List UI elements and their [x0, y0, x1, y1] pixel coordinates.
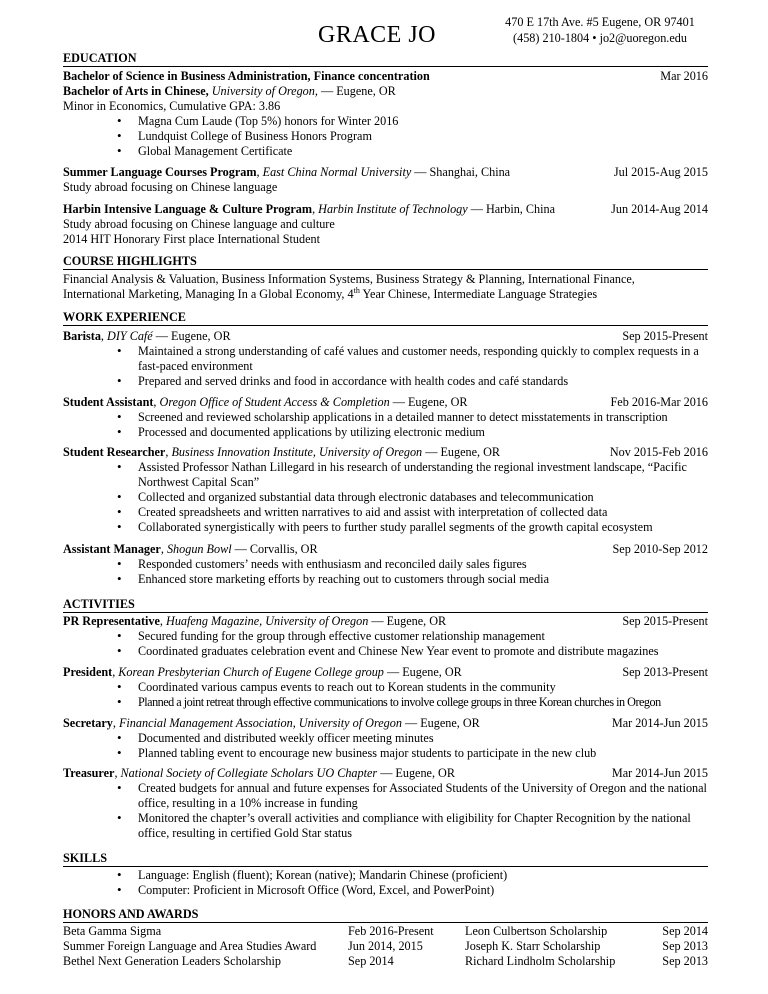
minor-gpa: Minor in Economics, Cumulative GPA: 3.86 — [63, 99, 281, 113]
work-entry: Barista, DIY Café — Eugene, OR Sep 2015-Present — [63, 329, 708, 343]
education-entry-uo-line1 — [63, 69, 708, 84]
education-desc: 2014 HIT Honorary First place International Student — [63, 232, 321, 246]
activity-entry: Treasurer, National Society of Collegiate Scholars UO Chapter — Eugene, OR Mar 2014-Jun 2015 — [63, 766, 708, 780]
education-entry-uo-line2 — [63, 84, 708, 99]
school-name: University of Oregon, — [211, 84, 318, 98]
section-heading-courses: COURSE HIGHLIGHTS — [63, 254, 708, 270]
education-desc: Study abroad focusing on Chinese language and culture — [63, 217, 335, 231]
degree-ba: Bachelor of Arts in Chinese, — [63, 84, 209, 98]
course-list-line1: Financial Analysis & Valuation, Business Information Systems, Business Strategy & Planning, International Finance, — [63, 272, 635, 286]
course-list-line2: International Marketing, Managing In a Global Economy, 4th Year Chinese, Intermediate Language Strategies — [63, 285, 598, 301]
honor-date: Feb 2016-Present — [348, 924, 434, 938]
section-heading-activities: ACTIVITIES — [63, 597, 708, 613]
resume-page: GRACE JO 470 E 17th Ave. #5 Eugene, OR 97401 (458) 210-1804 • jo2@uoregon.edu EDUCATION Bachelor of Science in Business Administration, Finance concentration Mar 2016 Bachelor of Arts in Chinese, University of Oregon, — Eugene, OR Minor in Economics, Cumulative GPA: 3.86 • Magna Cum Laude (Top 5%) honors for Winter 2016 • Lundquist College of Business Honors Program • Global Management Certificate Summer Language Courses Program, East China Normal University — Shanghai, China Jul 2015-Aug 2015 Study abroad focusing on Chinese language Harbin Intensive Language & Culture Program, Harbin Institute of Technology — Harbin, China Jun 2014-Aug 2014 Study abroad focusing on Chinese language and culture 2014 HIT Honorary First place International Student COURSE HIGHLIGHTS Financial Analysis & Valuation, Business Information Systems, Business Strategy & Planning, International Finance, International Marketing, Managing In a Global Economy, 4th Year Chinese, Intermediate Language Strategies WORK EXPERIENCE Barista, DIY Café — Eugene, OR Sep 2015-Present • Maintained a strong understanding of café values and customer needs, responding quickly to complex requests in a fast-paced environment • Prepared and served drinks and food in accordance with health codes and café standards Student Assistant, Oregon Office of Student Access & Completion — Eugene, OR Feb 2016-Mar 2016 • Screened and reviewed scholarship applications in a detailed manner to detect misstatements in transcription • Processed and documented applications by utilizing electronic medium Student Researcher, Business Innovation Institute, University of Oregon — Eugene, OR Nov 2015-Feb 2016 • Assisted Professor Nathan Lillegard in his research of understanding the regional investment landscape, “Pacific Northwest Capital Scan” • Collected and organized substantial data through electronic databases and telecommunication • Created spreadsheets and written narratives to aid and assist with interpretation of collected data • Collaborated synergistically with peers to further study parallel segments of the growth capital ecosystem Assistant Manager, Shogun Bowl — Corvallis, OR Sep 2010-Sep 2012 • Responded customers’ needs with enthusiasm and reconciled daily sales figures • Enhanced store marketing efforts by reaching out to customers through social media ACTIVITIES PR Representative, Huafeng Magazine, University of Oregon — Eugene, OR Sep 2015-Present • Secured funding for the group through effective customer relationship management • Coordinated graduates celebration event and Chinese New Year event to promote and distribute magazines President, Korean Presbyterian Church of Eugene College group — Eugene, OR Sep 2013-Present • Coordinated various campus events to reach out to Korean students in the community • Planned a joint retreat through effective communications to involve college groups in three Korean churches in Oregon Secretary, Financial Management Association, University of Oregon — Eugene, OR Mar 2014-Jun 2015 • Documented and distributed weekly officer meeting minutes • Planned tabling event to encourage new business major students to participate in the new club Treasurer, National Society of Collegiate Scholars UO Chapter — Eugene, OR Mar 2014-Jun 2015 • Created budgets for annual and future expenses for Associated Students of the University of Oregon and the national office, resulting in a 10% increase in funding • Monitored the chapter’s overall activities and compliance with eligibility for Chapter Recognition by the national office, resulting in certified Gold Star status SKILLS • Language: English (fluent); Korean (native); Mandarin Chinese (proficient) • Computer: Proficient in Microsoft Office (Word, Excel, and PowerPoint) HONORS AND AWARDS Beta Gamma Sigma Feb 2016-Present Leon Culbertson Scholarship Sep 2014 Summer Foreign Language and Area Studies Award Jun 2014, 2015 Joseph K. Starr Scholarship Sep 2013 Bethel Next Generation Leaders Scholarship Sep 2014 Richard Lindholm Scholarship Sep 2013 — [63, 15, 708, 968]
education-entry-hit: Harbin Intensive Language & Culture Program, Harbin Institute of Technology — Harbin, China Jun 2014-Aug 2014 — [63, 202, 708, 216]
section-heading-work: WORK EXPERIENCE — [63, 310, 708, 326]
honor-date: Sep 2014 — [348, 954, 394, 968]
honor-date: Sep 2013 — [662, 954, 708, 968]
degree-bs: Bachelor of Science in Business Administration, Finance concentration — [63, 69, 430, 83]
honor-name: Bethel Next Generation Leaders Scholarship — [63, 954, 281, 968]
honor-date: Jun 2014, 2015 — [348, 939, 423, 953]
contact-block — [490, 14, 710, 46]
activity-entry: Secretary, Financial Management Association, University of Oregon — Eugene, OR Mar 2014-Jun 2015 — [63, 716, 708, 730]
activity-entry: PR Representative, Huafeng Magazine, University of Oregon — Eugene, OR Sep 2015-Present — [63, 614, 708, 628]
address: 470 E 17th Ave. #5 Eugene, OR 97401 — [505, 15, 695, 29]
school-location: — Eugene, OR — [320, 84, 396, 98]
work-entry: Assistant Manager, Shogun Bowl — Corvallis, OR Sep 2010-Sep 2012 — [63, 542, 708, 556]
education-entry-ecnu: Summer Language Courses Program, East China Normal University — Shanghai, China Jul 2015-Aug 2015 — [63, 165, 708, 179]
work-entry: Student Assistant, Oregon Office of Student Access & Completion — Eugene, OR Feb 2016-Mar 2016 — [63, 395, 708, 409]
section-heading-honors: HONORS AND AWARDS — [63, 907, 708, 923]
section-heading-skills: SKILLS — [63, 851, 708, 867]
honor-date: Sep 2013 — [662, 939, 708, 953]
phone-email: (458) 210-1804 • jo2@uoregon.edu — [513, 31, 687, 45]
honor-name: Beta Gamma Sigma — [63, 924, 162, 938]
honor-name: Leon Culbertson Scholarship — [465, 924, 608, 938]
education-desc: Study abroad focusing on Chinese language — [63, 180, 278, 194]
honor-name: Joseph K. Starr Scholarship — [465, 939, 601, 953]
honor-name: Richard Lindholm Scholarship — [465, 954, 616, 968]
section-heading-education: EDUCATION — [63, 51, 708, 67]
candidate-name: GRACE JO — [318, 22, 437, 48]
honor-date: Sep 2014 — [662, 924, 708, 938]
honor-name: Summer Foreign Language and Area Studies Award — [63, 939, 317, 953]
work-entry: Student Researcher, Business Innovation Institute, University of Oregon — Eugene, OR Nov 2015-Feb 2016 — [63, 445, 708, 459]
activity-entry: President, Korean Presbyterian Church of Eugene College group — Eugene, OR Sep 2013-Present — [63, 665, 708, 679]
education-date: Mar 2016 — [660, 69, 708, 83]
